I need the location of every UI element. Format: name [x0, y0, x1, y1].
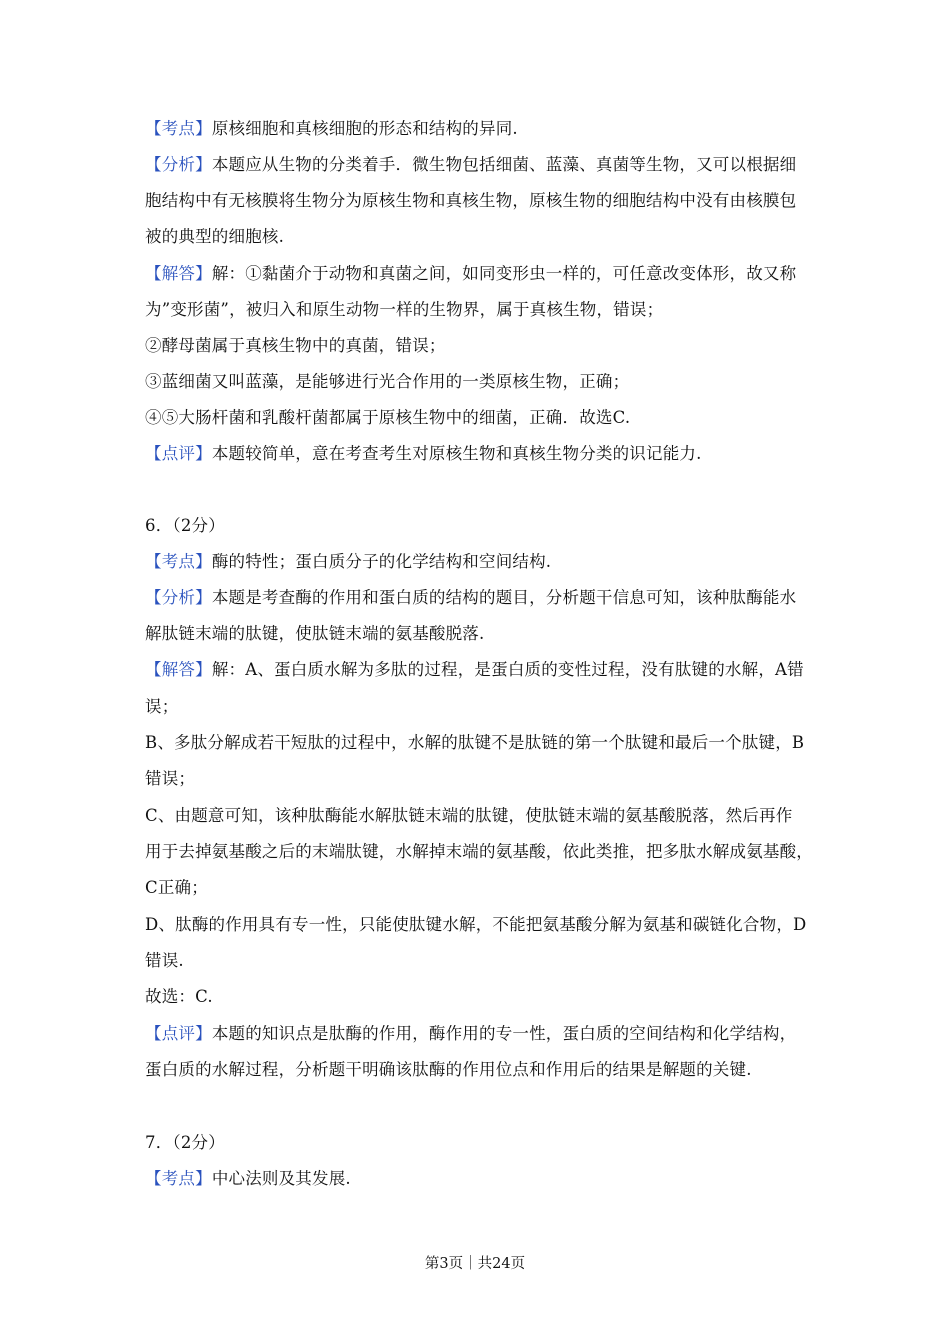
dianping-text: 本题的知识点是肽酶的作用，酶作用的专一性，蛋白质的空间结构和化学结构，: [211, 1024, 797, 1043]
q5-jieda-line-2: 为”变形菌”，被归入和原生动物一样的生物界，属于真核生物，错误；: [145, 300, 664, 319]
dianping-tag: 【点评】: [145, 444, 212, 463]
q6-jieda-line-7: C正确；: [145, 878, 208, 897]
jieda-tag: 【解答】: [145, 264, 212, 283]
q5-jieda-line-4: ③蓝细菌又叫蓝藻，是能够进行光合作用的一类原核生物，正确；: [145, 372, 630, 391]
page-footer: 第3页｜共24页: [424, 1256, 526, 1272]
q6-fenxi-line-1: [145, 587, 815, 609]
q6-jieda-line-4: 错误；: [145, 769, 196, 788]
kaodian-tag: 【考点】: [145, 119, 212, 138]
jieda-text: 解：A、蛋白质水解为多肽的过程，是蛋白质的变性过程，没有肽键的水解，A错: [211, 660, 804, 679]
fenxi-tag: 【分析】: [145, 155, 212, 174]
fenxi-text: 本题应从生物的分类着手．微生物包括细菌、蓝藻、真菌等生物，又可以根据细: [211, 155, 797, 174]
jieda-tag: 【解答】: [145, 660, 212, 679]
q5-jieda-line-3: ②酵母菌属于真核生物中的真菌，错误；: [145, 336, 446, 355]
q5-dianping: [145, 443, 815, 465]
q6-jieda-line-8: D、肽酶的作用具有专一性，只能使肽键水解，不能把氨基酸分解为氨基和碳链化合物，D: [145, 915, 807, 934]
fenxi-tag: 【分析】: [145, 588, 212, 607]
q5-kaodian: [145, 118, 815, 140]
q7-kaodian: [145, 1168, 815, 1190]
q5-fenxi-line-2: 胞结构中有无核膜将生物分为原核生物和真核生物，原核生物的细胞结构中没有由核膜包: [145, 191, 797, 210]
q6-kaodian: [145, 551, 815, 573]
q7-header: 7．（2分）: [145, 1133, 225, 1152]
q6-jieda-line-3: B、多肽分解成若干短肽的过程中，水解的肽键不是肽链的第一个肽键和最后一个肽键，B: [145, 733, 805, 752]
jieda-text: 解：①黏菌介于动物和真菌之间，如同变形虫一样的，可任意改变体形，故又称: [211, 264, 797, 283]
kaodian-text: 中心法则及其发展.: [211, 1169, 351, 1188]
q6-jieda-line-9: 错误.: [145, 951, 184, 970]
dianping-text: 本题较简单，意在考查考生对原核生物和真核生物分类的识记能力.: [211, 444, 702, 463]
q5-fenxi-line-3: 被的典型的细胞核.: [145, 227, 285, 246]
q6-jieda-line-5: C、由题意可知，该种肽酶能水解肽链末端的肽键，使肽链末端的氨基酸脱落，然后再作: [145, 806, 793, 825]
kaodian-tag: 【考点】: [145, 1169, 212, 1188]
fenxi-text: 本题是考查酶的作用和蛋白质的结构的题目，分析题干信息可知，该种肽酶能水: [211, 588, 797, 607]
kaodian-text: 原核细胞和真核细胞的形态和结构的异同.: [211, 119, 518, 138]
q6-header: 6．（2分）: [145, 516, 225, 535]
q5-fenxi-line-1: [145, 154, 815, 176]
q5-jieda-line-5: ④⑤大肠杆菌和乳酸杆菌都属于原核生物中的细菌，正确．故选C.: [145, 408, 631, 427]
kaodian-text: 酶的特性；蛋白质分子的化学结构和空间结构.: [211, 552, 552, 571]
q6-fenxi-line-2: 解肽链末端的肽键，使肽链末端的氨基酸脱落.: [145, 624, 485, 643]
dianping-tag: 【点评】: [145, 1024, 212, 1043]
q6-dianping-line-2: 蛋白质的水解过程，分析题干明确该肽酶的作用位点和作用后的结果是解题的关键.: [145, 1060, 752, 1079]
q6-jieda-line-1: [145, 659, 815, 681]
q6-jieda-line-2: 误；: [145, 697, 179, 716]
q6-jieda-line-6: 用于去掉氨基酸之后的末端肽键，水解掉末端的氨基酸，依此类推，把多肽水解成氨基酸，: [145, 842, 813, 861]
q6-dianping-line-1: [145, 1023, 815, 1045]
kaodian-tag: 【考点】: [145, 552, 212, 571]
q6-jieda-line-10: 故选：C.: [145, 987, 213, 1006]
q5-jieda-line-1: [145, 263, 815, 285]
